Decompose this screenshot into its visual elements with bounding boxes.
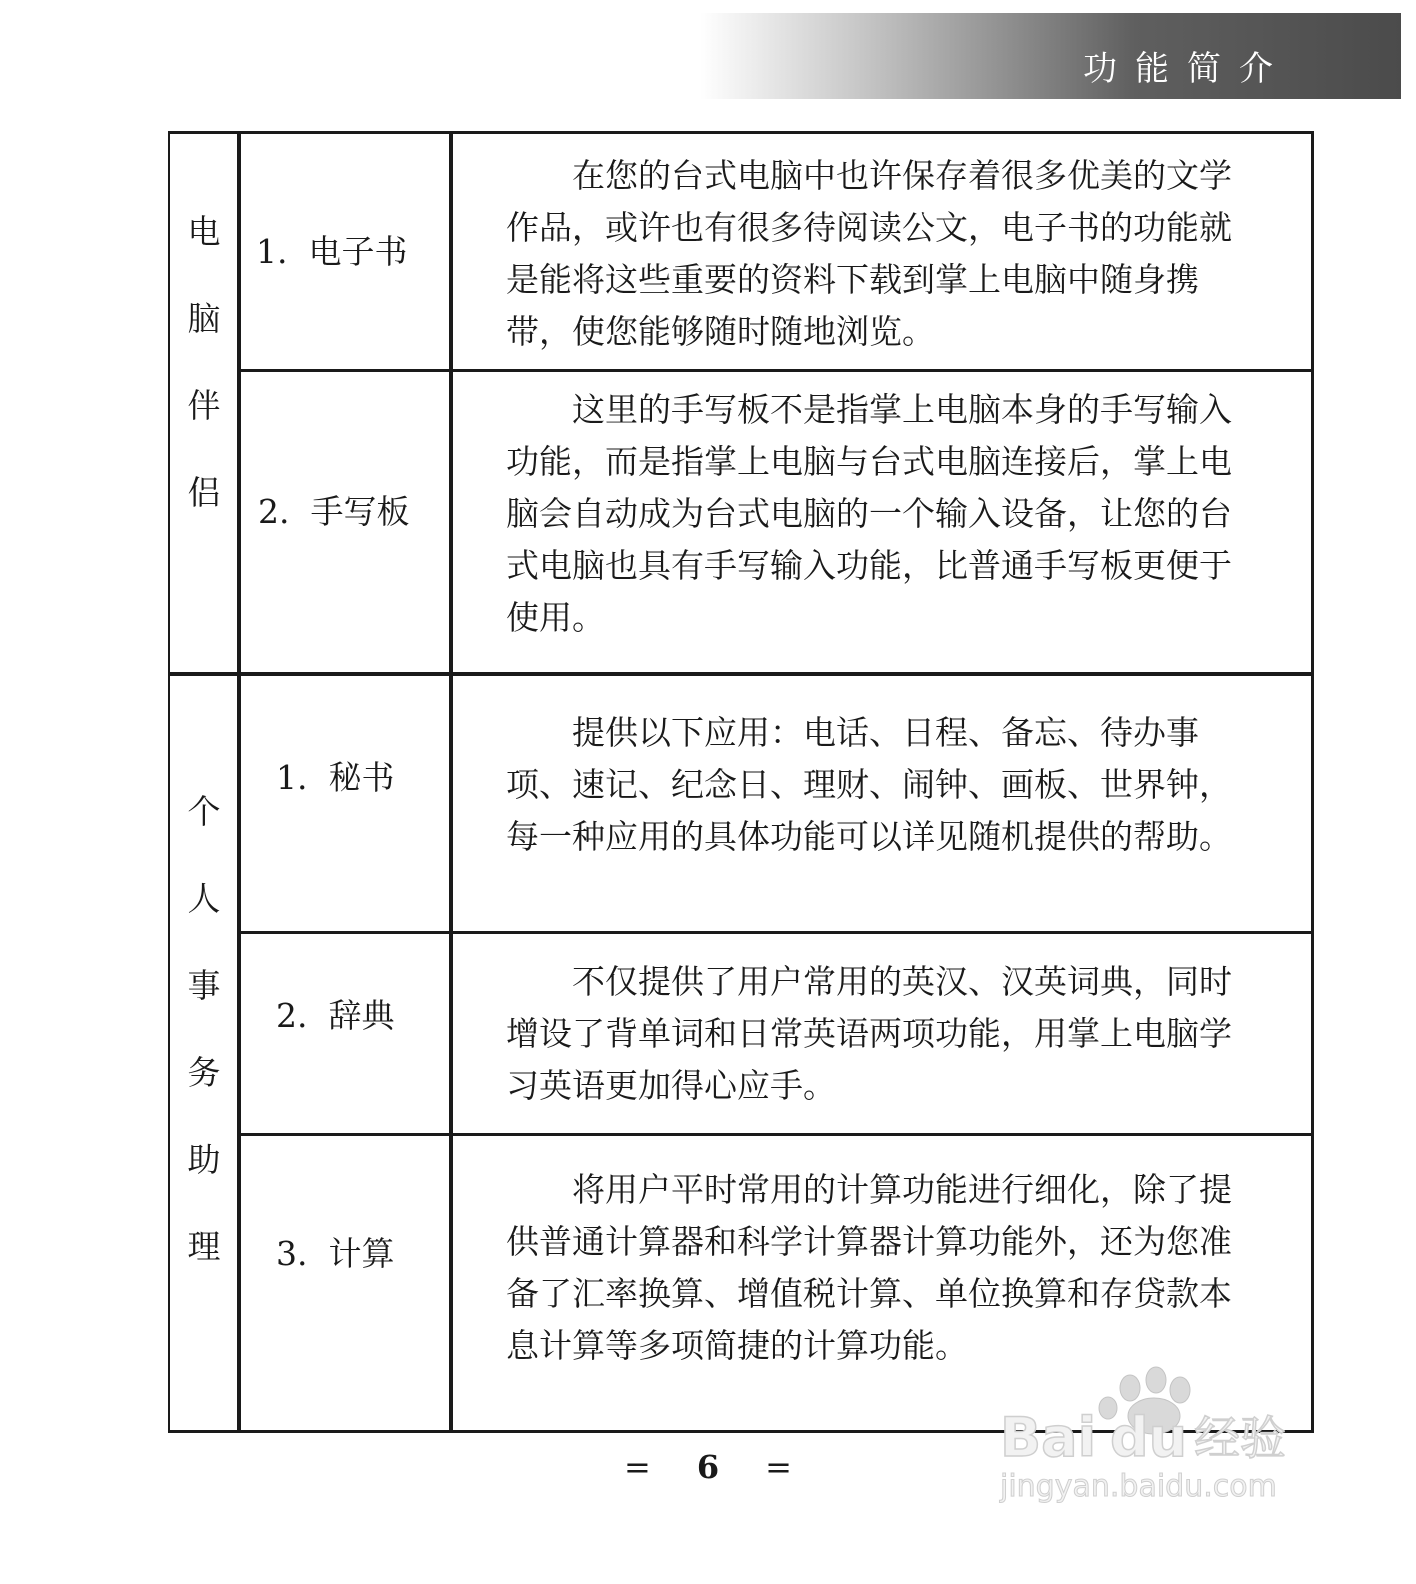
page-number-dash-right: = [765,1448,792,1486]
category-char: 事 [187,966,221,1005]
table-border-right [1311,131,1314,1433]
category-char: 人 [187,879,221,918]
chapter-header-band [700,13,1401,99]
category-char: 务 [187,1053,221,1092]
watermark-url: jingyan.baidu.com [1000,1469,1277,1504]
feature-handwriting-pad: 2. 手写板 [258,492,410,531]
feature-dictionary: 2. 辞典 [276,996,395,1035]
category-char: 理 [187,1227,221,1266]
feature-ebook: 1. 电子书 [256,232,408,271]
category-char: 侣 [187,473,221,512]
watermark-suffix: 经验 [1194,1411,1286,1465]
row-divider [239,1133,1314,1136]
chapter-title: 功能简介 [1083,49,1291,89]
watermark-brand: Bai [1000,1406,1097,1469]
page-number-value: 6 [696,1448,720,1486]
category-label-computer-companion [170,188,238,536]
category-char: 助 [187,1140,221,1179]
category-char: 伴 [187,386,221,425]
description-ebook: 在您的台式电脑中也许保存着很多优美的文学作品，或许也有很多待阅读公文，电子书的功能就是能将这些重要的资料下载到掌上电脑中随身携带，使您能够随时随地浏览。 [506,156,1232,351]
feature-calculator: 3. 计算 [276,1234,395,1273]
section-divider [168,672,1314,676]
description-handwriting-pad: 这里的手写板不是指掌上电脑本身的手写输入功能，而是指掌上电脑与台式电脑连接后，掌上电脑会自动成为台式电脑的一个输入设备，让您的台式电脑也具有手写输入功能，比普通手写板更便于使用。 [506,390,1232,637]
feature-secretary: 1. 秘书 [276,758,395,797]
category-char: 电 [187,212,221,251]
column-divider-feature [449,131,453,1433]
row-divider [239,369,1314,372]
baidu-jingyan-watermark [998,1366,1328,1506]
description-dictionary: 不仅提供了用户常用的英汉、汉英词典，同时增设了背单词和日常英语两项功能，用掌上电脑学习英语更加得心应手。 [506,962,1232,1105]
description-calculator: 将用户平时常用的计算功能进行细化，除了提供普通计算器和科学计算器计算功能外，还为您准备了汇率换算、增值税计算、单位换算和存贷款本息计算等多项简捷的计算功能。 [506,1170,1232,1365]
description-secretary: 提供以下应用：电话、日程、备忘、待办事项、速记、纪念日、理财、闹钟、画板、世界钟，每一种应用的具体功能可以详见随机提供的帮助。 [506,713,1232,856]
category-label-personal-assistant [170,768,238,1290]
row-divider [239,931,1314,934]
page-number-dash-left: = [624,1448,651,1486]
category-char: 脑 [187,299,221,338]
table-border-top [168,131,1314,134]
category-char: 个 [187,792,221,831]
watermark-brand-du: du [1110,1406,1188,1469]
